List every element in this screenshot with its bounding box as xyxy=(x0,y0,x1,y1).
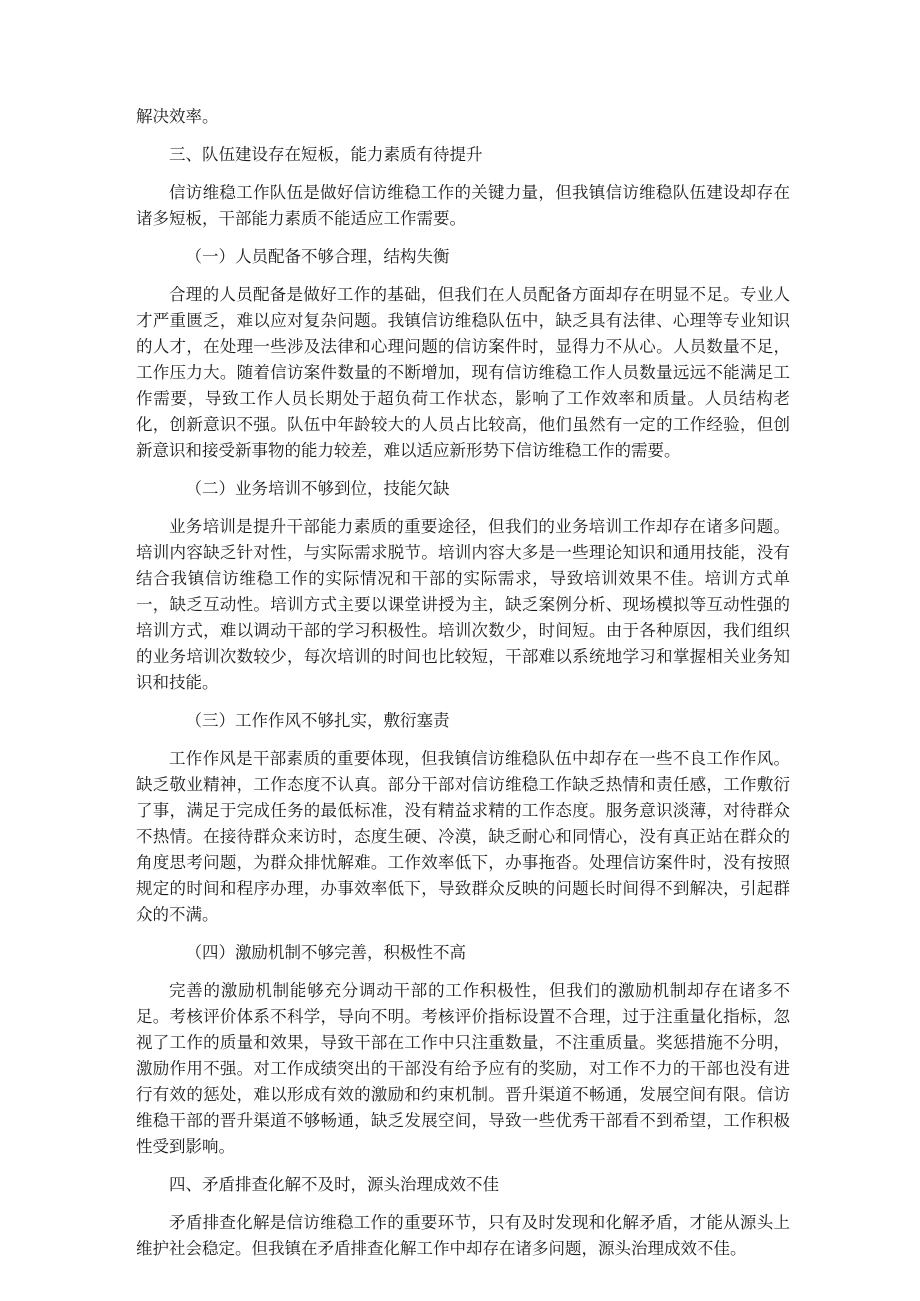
subsection-heading-2: （二）业务培训不够到位，技能欠缺 xyxy=(185,479,450,498)
section-heading-3: 三、队伍建设存在短板，能力素质有待提升 xyxy=(169,145,483,164)
subsection-heading-1: （一）人员配备不够合理，结构失衡 xyxy=(185,247,450,266)
subsection-heading-4: （四）激励机制不够完善，积极性不高 xyxy=(185,943,466,962)
paragraph: 业务培训是提升干部能力素质的重要途径，但我们的业务培训工作却存在诸多问题。培训内容缺乏针对性，与实际需求脱节。培训内容大多是一些理论知识和通用技能，没有结合我镇信访维稳工作的实际情况和干部的实际需求，导致培训效果不佳。培训方式单一，缺乏互动性。培训方式主要以课堂讲授为主，缺乏案例分析、现场模拟等互动性强的培训方式，难以调动干部的学习积极性。培训次数少，时间短。由于各种原因，我们组织的业务培训次数较少，每次培训的时间也比较短，干部难以系统地学习和掌握相关业务知识和技能。 xyxy=(136,517,790,692)
paragraph: 合理的人员配备是做好工作的基础，但我们在人员配备方面却存在明显不足。专业人才严重匮乏，难以应对复杂问题。我镇信访维稳队伍中，缺乏具有法律、心理等专业知识的人才，在处理一些涉及法律和心理问题的信访案件时，显得力不从心。人员数量不足，工作压力大。随着信访案件数量的不断增加，现有信访维稳工作人员数量远远不能满足工作需要，导致工作人员长期处于超负荷工作状态，影响了工作效率和质量。人员结构老化，创新意识不强。队伍中年龄较大的人员占比较高，他们虽然有一定的工作经验，但创新意识和接受新事物的能力较差，难以适应新形势下信访维稳工作的需要。 xyxy=(136,285,790,460)
subsection-heading-3: （三）工作作风不够扎实，敷衍塞责 xyxy=(185,711,450,730)
paragraph: 矛盾排查化解是信访维稳工作的重要环节，只有及时发现和化解矛盾，才能从源头上维护社会稳定。但我镇在矛盾排查化解工作中却存在诸多问题，源头治理成效不佳。 xyxy=(136,1213,790,1258)
paragraph-continuation: 解决效率。 xyxy=(136,107,219,126)
section-heading-4: 四、矛盾排查化解不及时，源头治理成效不佳 xyxy=(169,1175,499,1194)
paragraph: 信访维稳工作队伍是做好信访维稳工作的关键力量，但我镇信访维稳队伍建设却存在诸多短板，干部能力素质不能适应工作需要。 xyxy=(136,183,790,228)
paragraph: 完善的激励机制能够充分调动干部的工作积极性，但我们的激励机制却存在诸多不足。考核评价体系不科学，导向不明。考核评价指标设置不合理，过于注重量化指标，忽视了工作的质量和效果，导致干部在工作中只注重数量，不注重质量。奖惩措施不分明，激励作用不强。对工作成绩突出的干部没有给予应有的奖励，对工作不力的干部也没有进行有效的惩处，难以形成有效的激励和约束机制。晋升渠道不畅通，发展空间有限。信访维稳干部的晋升渠道不够畅通，缺乏发展空间，导致一些优秀干部看不到希望，工作积极性受到影响。 xyxy=(136,981,790,1156)
paragraph: 工作作风是干部素质的重要体现，但我镇信访维稳队伍中却存在一些不良工作作风。缺乏敬业精神，工作态度不认真。部分干部对信访维稳工作缺乏热情和责任感，工作敷衍了事，满足于完成任务的最低标准，没有精益求精的工作态度。服务意识淡薄，对待群众不热情。在接待群众来访时，态度生硬、冷漠，缺乏耐心和同情心，没有真正站在群众的角度思考问题，为群众排忧解难。工作效率低下，办事拖沓。处理信访案件时，没有按照规定的时间和程序办理，办事效率低下，导致群众反映的问题长时间得不到解决，引起群众的不满。 xyxy=(136,749,790,924)
document-page xyxy=(136,104,790,1262)
